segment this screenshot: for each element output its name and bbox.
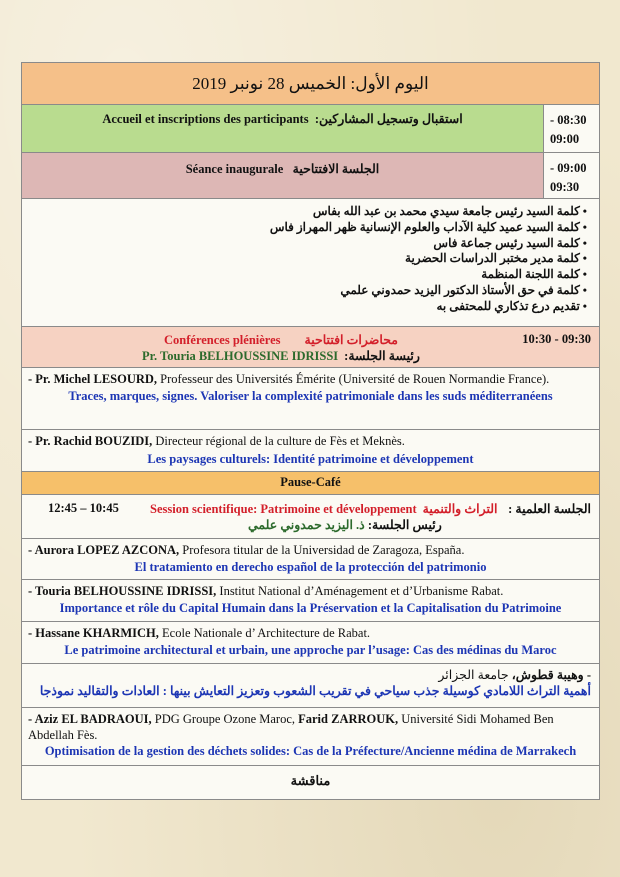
welcome-fr: Accueil et inscriptions des participants <box>102 112 309 126</box>
welcome-label <box>102 111 462 127</box>
session-chair-label: رئيس الجلسة: <box>367 518 442 532</box>
speaker-name: - Aziz EL BADRAOUI, <box>28 712 152 726</box>
plenary-time: 10:30 - 09:30 <box>522 332 591 346</box>
talk-speaker-line <box>28 434 593 450</box>
speaker-affiliation: Ecole Nationale d’ Architecture de Rabat. <box>158 626 371 640</box>
speech-item: • كلمة السيد رئيس جامعة سيدي محمد بن عبد الله بفاس <box>22 204 587 220</box>
plenary-title <box>164 332 398 348</box>
session-fr: Session scientifique: Patrimoine et développement <box>150 502 417 516</box>
plenary-fr: Conférences plénières <box>164 333 281 347</box>
opening-row <box>22 153 599 199</box>
talk-speaker-line <box>28 543 593 559</box>
talk-guettouche <box>22 664 599 708</box>
speaker-affiliation: PDG Groupe Ozone Maroc, <box>151 712 299 726</box>
talk-speaker-line <box>28 668 591 684</box>
talk-speaker-line <box>28 712 593 743</box>
talk-title: Les paysages culturels: Identité patrimoine et développement <box>147 451 474 466</box>
program-table <box>21 62 600 800</box>
session-label: الجلسة العلمية : <box>508 502 591 516</box>
talk-speaker-line <box>28 626 593 642</box>
talk-belhoussine <box>22 580 599 622</box>
opening-fr: Séance inaugurale <box>185 162 284 176</box>
speaker-name: - Pr. Rachid BOUZIDI, <box>28 434 153 448</box>
session-time: 12:45 – 10:45 <box>48 501 119 515</box>
opening-time-end: 09:30 <box>550 180 580 195</box>
speech-item: • تقديم درع تذكاري للمحتفى به <box>22 299 587 315</box>
speaker-name: - وهيبة قطوش، <box>511 668 591 682</box>
opening-content <box>22 153 544 198</box>
day-header <box>22 63 599 105</box>
speaker-affiliation: Université Sidi Mohamed Ben Abdellah Fès. <box>28 712 554 742</box>
speaker-affiliation: Professeur des Universités Émérite (Université de Rouen Normandie France). <box>157 372 550 386</box>
speaker-affiliation: جامعة الجزائر <box>438 668 512 682</box>
speaker-affiliation: Directeur régional de la culture de Fès et Meknès. <box>152 434 405 448</box>
talk-kharmich <box>22 622 599 664</box>
session-row <box>22 495 599 539</box>
plenary-ar: محاضرات افتتاحية <box>304 333 398 347</box>
welcome-time <box>544 105 599 152</box>
speech-item: • كلمة مدير مختبر الدراسات الحضرية <box>22 251 587 267</box>
plenary-chair <box>142 348 420 364</box>
session-ar: التراث والتنمية <box>422 502 498 516</box>
talk-title: El tratamiento en derecho español de la protección del patrimonio <box>134 559 487 574</box>
opening-label <box>186 161 380 177</box>
talk-speaker-line <box>28 584 593 600</box>
session-chair <box>248 517 442 533</box>
plenary-chair-label: رئيسة الجلسة: <box>344 349 420 363</box>
speaker-name: - Hassane KHARMICH, <box>28 626 159 640</box>
opening-time-start: - 09:00 <box>550 161 587 175</box>
talk-title: Optimisation de la gestion des déchets solides: Cas de la Préfecture/Ancienne médina de Marrakech <box>44 744 577 758</box>
welcome-content <box>22 105 544 152</box>
welcome-time-end: 09:00 <box>550 132 580 147</box>
speaker-name: Farid ZARROUK, <box>298 712 399 726</box>
opening-ar: الجلسة الافتتاحية <box>292 162 380 176</box>
opening-time <box>544 153 599 198</box>
speech-item: • كلمة السيد رئيس جماعة فاس <box>22 236 587 252</box>
plenary-chair-name: Pr. Touria BELHOUSSINE IDRISSI <box>142 349 339 363</box>
speaker-affiliation: Profesora titular de la Universidad de Zaragoza, España. <box>179 543 465 557</box>
speaker-name: - Pr. Michel LESOURD, <box>28 372 158 386</box>
welcome-ar: استقبال وتسجيل المشاركين: <box>314 112 463 126</box>
talk-speaker-line <box>28 372 593 388</box>
day-title: اليوم الأول: الخميس 28 نونبر 2019 <box>192 73 429 93</box>
speeches-list <box>22 199 599 327</box>
plenary-row <box>22 327 599 368</box>
speech-item: • كلمة اللجنة المنظمة <box>22 267 587 283</box>
talk-title: Le patrimoine architectural et urbain, une approche par l’usage: Cas des médinas du Maroc <box>64 642 557 657</box>
speaker-name: - Touria BELHOUSSINE IDRISSI, <box>28 584 217 598</box>
talk-title: أهمية التراث اللامادي كوسيلة جذب سياحي في تقريب الشعوب وتعزيز التعايش بينها : العادات والتقاليد نموذجا <box>39 683 591 698</box>
speaker-affiliation: Institut National d’Aménagement et d’Urbanisme Rabat. <box>216 584 504 598</box>
session-title <box>150 501 498 517</box>
speech-item: • كلمة السيد عميد كلية الآداب والعلوم الإنسانية ظهر المهراز فاس <box>22 220 587 236</box>
talk-lesourd <box>22 368 599 430</box>
speech-item: • كلمة في حق الأستاذ الدكتور اليزيد حمدوني علمي <box>22 283 587 299</box>
welcome-time-start: - 08:30 <box>550 113 587 127</box>
coffee-break: Pause-Café <box>22 472 599 495</box>
talk-title: Traces, marques, signes. Valoriser la complexité patrimoniale dans les suds méditerranéens <box>68 388 553 403</box>
talk-lopez <box>22 539 599 580</box>
discussion: مناقشة <box>290 773 331 788</box>
talk-elbadraoui <box>22 708 599 766</box>
talk-title: Importance et rôle du Capital Humain dans la Préservation et la Capitalisation du Patrimoine <box>59 600 562 615</box>
speaker-name: - Aurora LOPEZ AZCONA, <box>28 543 180 557</box>
welcome-row <box>22 105 599 153</box>
talk-bouzidi <box>22 430 599 472</box>
session-chair-name: ذ. اليزيد حمدوني علمي <box>248 518 365 532</box>
